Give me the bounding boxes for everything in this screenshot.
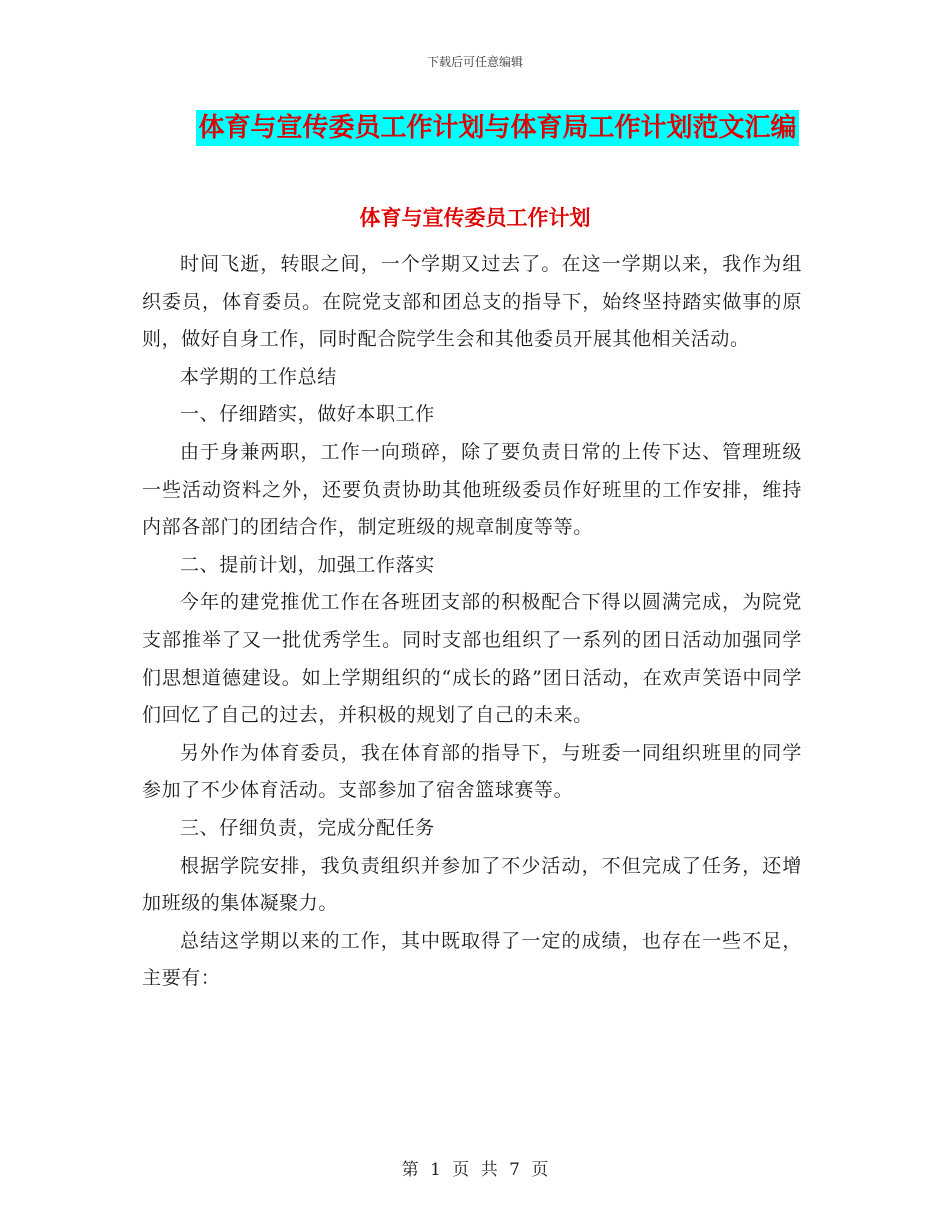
paragraph-heading-1: 一、仔细踏实，做好本职工作	[180, 403, 435, 426]
document-title: 体育与宣传委员工作计划与体育局工作计划范文汇编	[196, 110, 798, 146]
paragraph-body-3: 另外作为体育委员，我在体育部的指导下，与班委一同组织班里的同学参加了不少体育活动。支部参加了宿舍篮球赛等。	[142, 741, 802, 802]
document-title-area	[0, 110, 950, 146]
paragraph-body-4: 根据学院安排，我负责组织并参加了不少活动，不但完成了任务，还增加班级的集体凝聚力。	[142, 854, 802, 915]
paragraph-heading-3: 三、仔细负责，完成分配任务	[180, 816, 435, 839]
document-body	[142, 246, 802, 998]
section-title: 体育与宣传委员工作计划	[359, 206, 591, 230]
paragraph-summary-heading: 本学期的工作总结	[180, 365, 337, 388]
paragraph-body-1: 由于身兼两职，工作一向琐碎，除了要负责日常的上传下达、管理班级一些活动资料之外，还要负责协助其他班级委员作好班里的工作安排，维持内部各部门的团结合作，制定班级的规章制度等等。	[142, 440, 802, 539]
paragraph-body-2: 今年的建党推优工作在各班团支部的积极配合下得以圆满完成，为院党支部推举了又一批优秀学生。同时支部也组织了一系列的团日活动加强同学们思想道德建设。如上学期组织的“成长的路”团日活动，在欢声笑语中同学们回忆了自己的过去，并积极的规划了自己的未来。	[142, 591, 802, 727]
page-number: 第 1 页 共 7 页	[401, 1160, 549, 1180]
paragraph-intro: 时间飞逝，转眼之间，一个学期又过去了。在这一学期以来，我作为组织委员，体育委员。在院党支部和团总支的指导下，始终坚持踏实做事的原则，做好自身工作，同时配合院学生会和其他委员开展其他相关活动。	[142, 253, 802, 351]
paragraph-heading-2: 二、提前计划，加强工作落实	[180, 553, 435, 576]
header-note: 下载后可任意编辑	[426, 55, 523, 69]
paragraph-conclusion: 总结这学期以来的工作，其中既取得了一定的成绩，也存在一些不足，主要有：	[142, 929, 802, 990]
